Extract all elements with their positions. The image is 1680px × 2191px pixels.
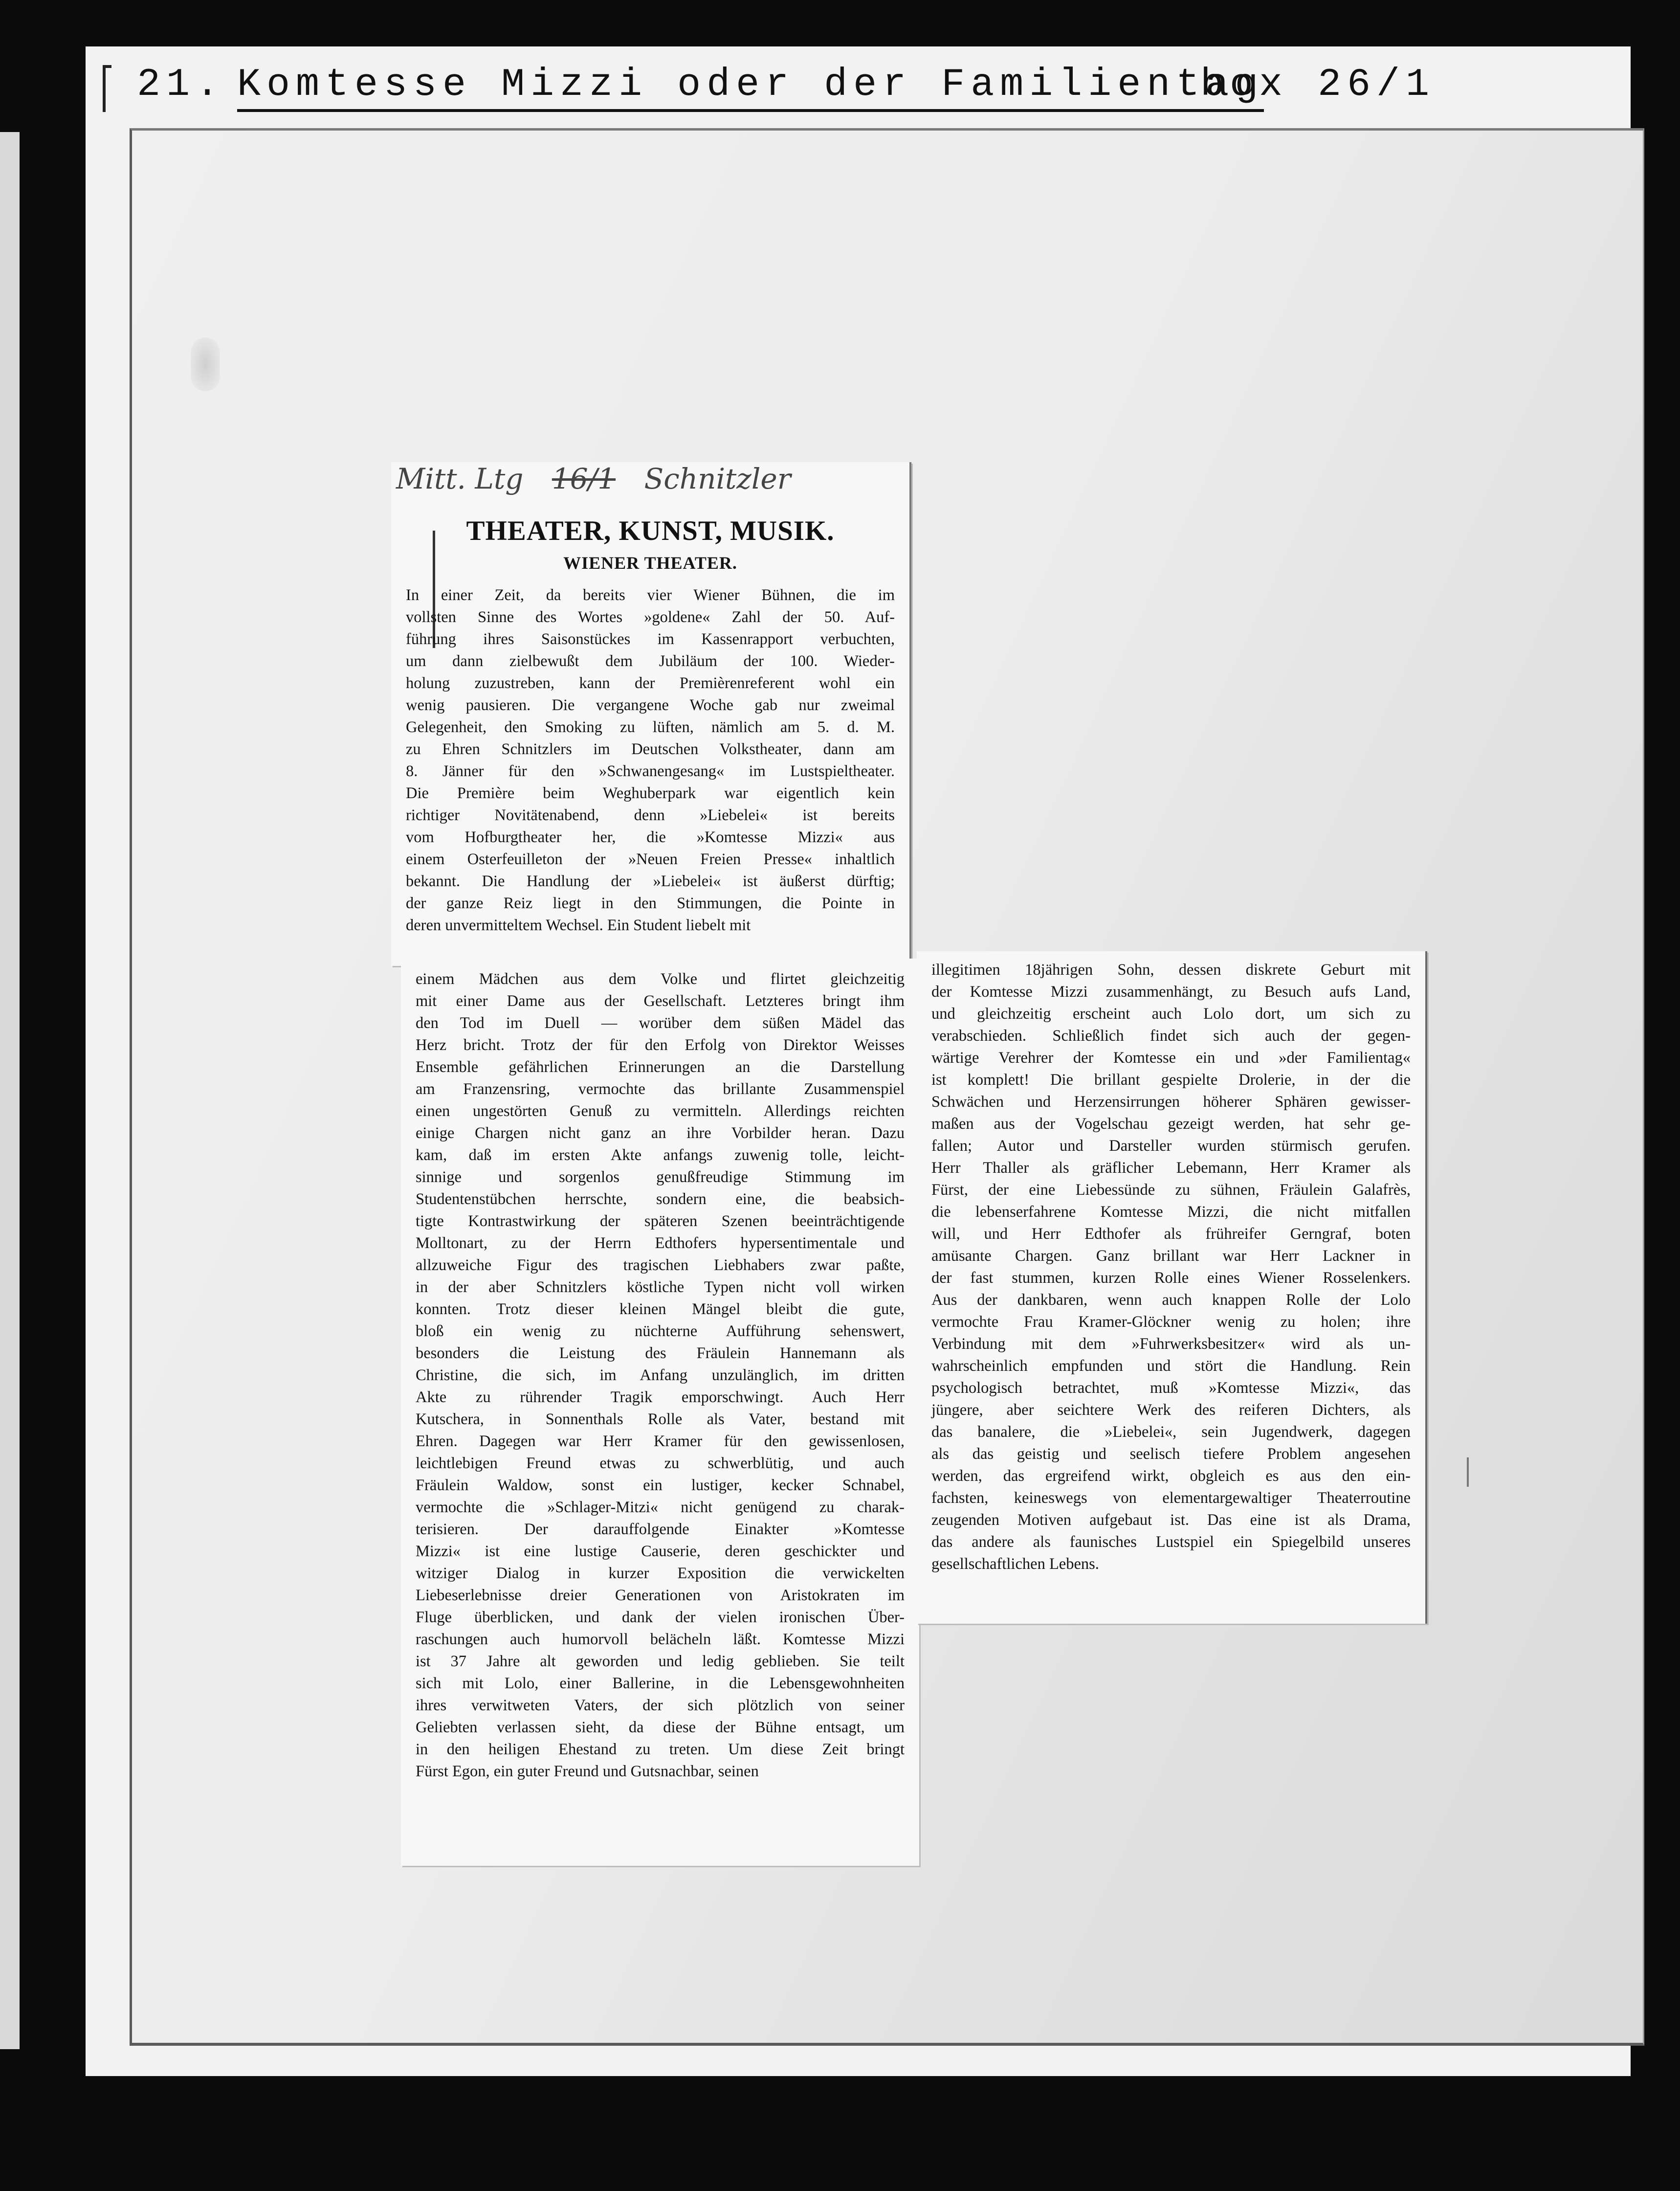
article-column-3 (931, 959, 1411, 1575)
article-line: zeugenden Motiven aufgebaut ist. Das eine ist als Drama, (931, 1511, 1411, 1529)
article-line: sich mit Lolo, einer Ballerine, in die Lebensgewohnheiten (416, 1675, 905, 1692)
article-line: einem Osterfeuilleton der »Neuen Freien Presse« inhaltlich (406, 850, 895, 868)
article-line: wahrscheinlich empfunden und stört die Handlung. Rein (931, 1357, 1411, 1375)
article-line: bekannt. Die Handlung der »Liebelei« ist äußerst dürftig; (406, 872, 895, 890)
article-line: Liebeserlebnisse dreier Generationen von Aristokraten im (416, 1587, 905, 1604)
header-bracket (103, 65, 111, 112)
article-line: In einer Zeit, da bereits vier Wiener Bühnen, die im (406, 586, 895, 604)
article-line: Kutschera, in Sonnenthals Rolle als Vater, bestand mit (416, 1410, 905, 1428)
article-line: führung ihres Saisonstückes im Kassenrapport verbuchten, (406, 630, 895, 648)
article-line: Schwächen und Herzensirrungen höherer Sphären gewisser- (931, 1093, 1411, 1111)
article-line: wenig pausieren. Die vergangene Woche gab nur zweimal (406, 696, 895, 714)
article-line: amüsante Chargen. Ganz brillant war Herr Lackner in (931, 1247, 1411, 1265)
article-line: richtiger Novitätenabend, denn »Liebelei« ist bereits (406, 806, 895, 824)
article-line: vollsten Sinne des Wortes »goldene« Zahl der 50. Auf- (406, 608, 895, 626)
article-line: Geliebten verlassen sieht, da diese der Bühne entsagt, um (416, 1719, 905, 1736)
clipping-headline: THEATER, KUNST, MUSIK. (466, 515, 835, 546)
article-line: vermochte Frau Kramer-Glöckner wenig zu holen; ihre (931, 1313, 1411, 1331)
article-line: Gelegenheit, den Smoking zu lüften, nämlich am 5. d. M. (406, 718, 895, 736)
article-line: psychologisch betrachtet, muß »Komtesse Mizzi«, das (931, 1379, 1411, 1397)
article-line: Fürst Egon, ein guter Freund und Gutsnachbar, seinen (416, 1763, 759, 1780)
article-line: Christine, die sich, im Anfang unzulänglich, im dritten (416, 1366, 905, 1384)
article-line: gesellschaftlichen Lebens. (931, 1555, 1099, 1573)
article-line: vom Hofburgtheater her, die »Komtesse Mizzi« aus (406, 828, 895, 846)
article-line: ist 37 Jahre alt geworden und ledig geblieben. Sie teilt (416, 1653, 905, 1670)
article-line: illegitimen 18jährigen Sohn, dessen diskrete Geburt mit (931, 961, 1411, 979)
article-line: Verbindung mit dem »Fuhrwerksbesitzer« wird als un- (931, 1335, 1411, 1353)
article-line: Aus der dankbaren, wenn auch knappen Rolle der Lolo (931, 1291, 1411, 1309)
article-line: Herr Thaller als gräflicher Lebemann, Herr Kramer als (931, 1159, 1411, 1177)
article-line: fachsten, keineswegs von elementargewaltiger Theaterroutine (931, 1489, 1411, 1507)
clipping-part-1 (391, 462, 911, 966)
article-line: einige Chargen nicht ganz an ihre Vorbilder heran. Dazu (416, 1124, 905, 1142)
article-line: und gleichzeitig erscheint auch Lolo dort, um sich zu (931, 1005, 1411, 1023)
article-line: fallen; Autor und Darsteller wurden stürmisch gerufen. (931, 1137, 1411, 1155)
article-line: deren unvermitteltem Wechsel. Ein Student liebelt mit (406, 917, 751, 934)
article-line: der Komtesse Mizzi zusammenhängt, zu Besuch aufs Land, (931, 983, 1411, 1001)
article-line: Ensemble gefährlichen Erinnerungen an die Darstellung (416, 1058, 905, 1076)
article-line: Fluge überblicken, und dank der vielen ironischen Über- (416, 1609, 905, 1626)
article-line: jüngere, aber seichtere Werk des reiferen Dichters, als (931, 1401, 1411, 1419)
article-line: holung zuzustreben, kann der Premièrenreferent wohl ein (406, 674, 895, 692)
article-line: Herz bricht. Trotz der für den Erfolg von Direktor Weisses (416, 1036, 905, 1054)
annotation-source: Mitt. Ltg (396, 462, 524, 495)
article-line: zu Ehren Schnitzlers im Deutschen Volkstheater, dann am (406, 740, 895, 758)
article-line: den Tod im Duell — worüber dem süßen Mädel das (416, 1014, 905, 1032)
article-line: in den heiligen Ehestand zu treten. Um diese Zeit bringt (416, 1741, 905, 1758)
paper-smudge (191, 337, 220, 391)
annotation-author: Schnitzler (644, 462, 791, 495)
article-line: die lebenserfahrene Komtesse Mizzi, die nicht mitfallen (931, 1203, 1411, 1221)
margin-mark (1467, 1457, 1469, 1487)
article-line: einen ungestörten Genuß zu vermitteln. Allerdings reichten (416, 1102, 905, 1120)
article-line: am Franzensring, vermochte das brillante Zusammenspiel (416, 1080, 905, 1098)
article-column-2 (416, 968, 905, 1783)
article-line: witziger Dialog in kurzer Exposition die verwickelten (416, 1565, 905, 1582)
article-line: wärtige Verehrer der Komtesse ein und »der Familientag« (931, 1049, 1411, 1067)
header-title: Komtesse Mizzi oder der Familientag (237, 63, 1264, 112)
clipping-part-2 (401, 959, 919, 1866)
article-line: vermochte die »Schlager-Mitzi« nicht genügend zu charak- (416, 1498, 905, 1516)
article-line: will, und Herr Edthofer als frühreifer Gerngraf, boten (931, 1225, 1411, 1243)
article-line: sinnige und sorgenlos genußfreudige Stimmung im (416, 1168, 905, 1186)
article-line: mit einer Dame aus der Gesellschaft. Letzteres bringt ihm (416, 992, 905, 1010)
article-line: werden, das ergreifend wirkt, obgleich es aus den ein- (931, 1467, 1411, 1485)
article-line: terisieren. Der darauffolgende Einakter »Komtesse (416, 1520, 905, 1538)
article-line: Fürst, der eine Liebessünde zu sühnen, Fräulein Galafrès, (931, 1181, 1411, 1199)
article-line: Akte zu rührender Tragik emporschwingt. Auch Herr (416, 1388, 905, 1406)
article-line: verabschieden. Schließlich findet sich auch der gegen- (931, 1027, 1411, 1045)
annotation-date: 16/1 (552, 462, 616, 495)
article-line: Mizzi« ist eine lustige Causerie, deren geschickter und (416, 1543, 905, 1560)
clipping-subheading: WIENER THEATER. (563, 553, 737, 573)
article-line: Ehren. Dagegen war Herr Kramer für den gewissenlosen, (416, 1432, 905, 1450)
article-line: um dann zielbewußt dem Jubiläum der 100. Wieder- (406, 652, 895, 670)
article-line: der ganze Reiz liegt in den Stimmungen, die Pointe in (406, 894, 895, 912)
adjacent-sheet-edge (0, 132, 20, 2049)
article-line: in der aber Schnitzlers köstliche Typen nicht voll wirken (416, 1278, 905, 1296)
article-line: bloß ein wenig zu nüchterne Aufführung sehenswert, (416, 1322, 905, 1340)
article-line: das banalere, die »Liebelei«, sein Jugendwerk, dagegen (931, 1423, 1411, 1441)
typed-header (103, 63, 1521, 116)
article-column-1 (406, 584, 895, 937)
article-line: besonders die Leistung des Fräulein Hannemann als (416, 1344, 905, 1362)
article-line: Molltonart, zu der Herrn Edthofers hypersentimentale und (416, 1234, 905, 1252)
article-line: ist komplett! Die brillant gespielte Drolerie, in der die (931, 1071, 1411, 1089)
header-box-label: box 26/1 (1200, 63, 1436, 107)
clipping-part-3 (917, 951, 1427, 1624)
article-line: das andere als faunisches Lustspiel ein Spiegelbild unseres (931, 1533, 1411, 1551)
article-line: allzuweiche Figur des tragischen Liebhabers zwar paßte, (416, 1256, 905, 1274)
article-line: kam, daß im ersten Akte anfangs zuwenig tolle, leicht- (416, 1146, 905, 1164)
article-line: tigte Kontrastwirkung der späteren Szenen beeinträchtigende (416, 1212, 905, 1230)
article-line: einem Mädchen aus dem Volke und flirtet gleichzeitig (416, 970, 905, 988)
article-line: der fast stummen, kurzen Rolle eines Wiener Rosselenkers. (931, 1269, 1411, 1287)
article-line: 8. Jänner für den »Schwanengesang« im Lustspieltheater. (406, 762, 895, 780)
article-line: Die Première beim Weghuberpark war eigentlich kein (406, 784, 895, 802)
article-line: leichtlebigen Freund etwas zu schwerblütig, und auch (416, 1454, 905, 1472)
handwritten-annotation (396, 462, 905, 511)
article-line: als das geistig und seelisch tiefere Problem angesehen (931, 1445, 1411, 1463)
article-line: Studentenstübchen herrschte, sondern eine, die beabsich- (416, 1190, 905, 1208)
article-line: konnten. Trotz dieser kleinen Mängel bleibt die gute, (416, 1300, 905, 1318)
article-line: Fräulein Waldow, sonst ein lustiger, kecker Schnabel, (416, 1476, 905, 1494)
article-line: raschungen auch humorvoll belächeln läßt. Komtesse Mizzi (416, 1631, 905, 1648)
article-line: ihres verwitweten Vaters, der sich plötzlich von seiner (416, 1697, 905, 1714)
article-line: maßen aus der Vogelschau gezeigt werden, hat sehr ge- (931, 1115, 1411, 1133)
header-number: 21. (137, 63, 225, 107)
